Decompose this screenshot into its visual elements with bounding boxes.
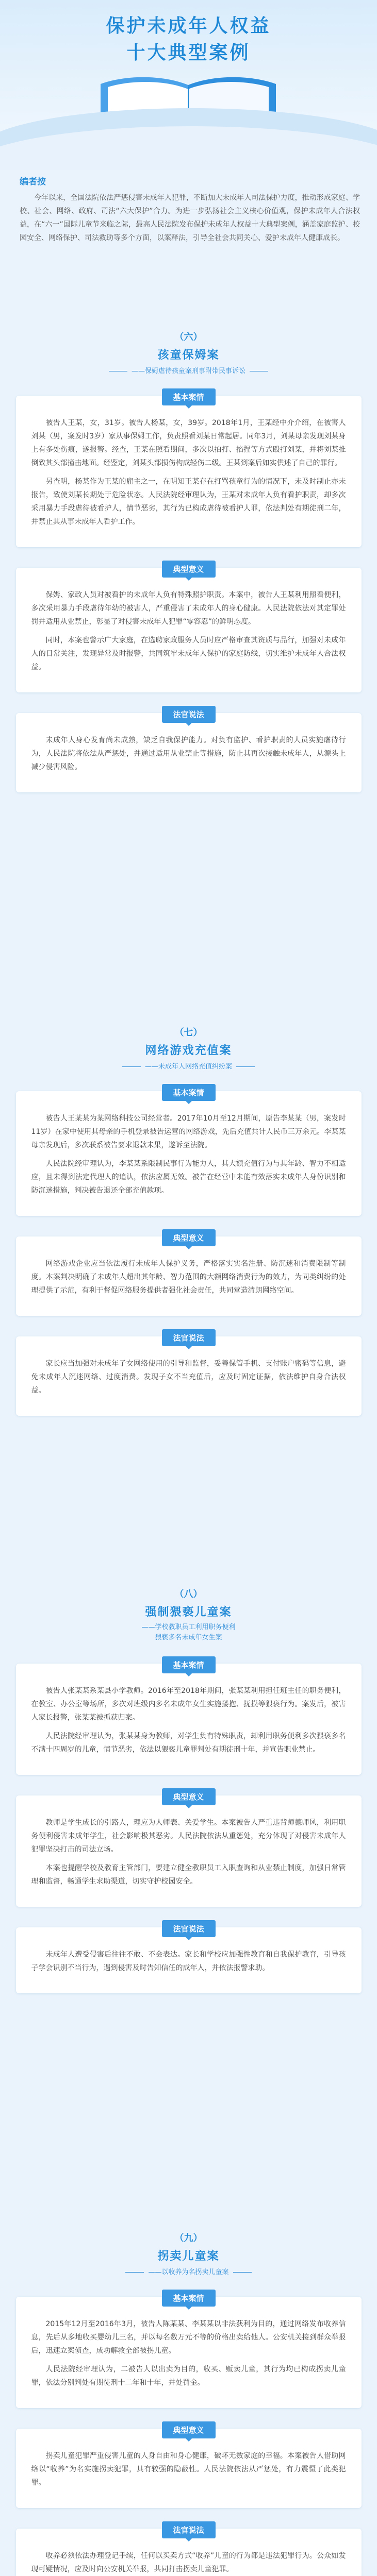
paragraph: 拐卖儿童犯罪严重侵害儿童的人身自由和身心健康，破坏无数家庭的幸福。本案被告人借助网络以“收养”为名实施拐卖犯罪，具有较强的隐蔽性。人民法院依法从严惩处，有力震慑了此类犯罪。 — [31, 2452, 346, 2487]
paragraph: 被告人王某某为某网络科技公司经营者。2017年10月至12月期间，原告李某某（男，案发时11岁）在家中使用其母亲的手机登录被告运营的网络游戏，先后充值共计人民币三万余元。李某某母亲发现后，多次联系被告要求退款未果，遂诉至法院。 — [31, 1114, 346, 1149]
section-title: 拐卖儿童案 — [157, 2250, 220, 2263]
card-tag: 基本案情 — [161, 2290, 215, 2307]
section-subtitle-line: 猥亵多名未成年女生案 — [155, 1634, 222, 1641]
paragraph: 人民法院经审理认为，张某某身为教师，对学生负有特殊职责，却利用职务便利多次猥亵多名不满十四周岁的儿童，情节恶劣，依法以猥亵儿童罪判处有期徒刑十年，并宣告职业禁止。 — [31, 1732, 346, 1754]
section-subtitle-line: ——学校教职员工利用职务便利 — [141, 1623, 236, 1631]
paragraph: 保姆、家政人员对被看护的未成年人负有特殊照护职责。本案中，被告人王某利用照看便利，多次采用暴力手段虐待年幼的被害人，严重侵害了未成年人的身心健康。人民法院依法对其定罪处罚并适用从业禁止，彰显了对侵害未成年人犯罪“零容忍”的鲜明态度。 — [31, 591, 346, 626]
paragraph: 未成年人身心发育尚未成熟，缺乏自我保护能力。对负有监护、看护职责的人员实施虐待行为，人民法院将依法从严惩处，并通过适用从业禁止等措施，防止其再次接触未成年人，从源头上减少侵害风险。 — [31, 736, 346, 771]
section-title: 孩童保姆案 — [157, 349, 220, 362]
card-significance — [16, 2426, 362, 2508]
section-7 — [0, 1025, 377, 1416]
card-significance — [16, 1792, 362, 1907]
section-title: 强制猥亵儿童案 — [145, 1606, 232, 1619]
hero-title-line-2: 十大典型案例 — [126, 42, 251, 63]
paragraph: 未成年人遭受侵害后往往不敢、不会表达。家长和学校应加强性教育和自我保护教育，引导孩子学会识别不当行为，遇到侵害及时告知信任的成年人，并依法报警求助。 — [31, 1951, 346, 1972]
paragraph: 家长应当加强对未成年子女网络使用的引导和监督，妥善保管手机、支付账户密码等信息，避免未成年人沉迷网络、过度消费。发现子女不当充值后，应及时固定证据，依法维护自身合法权益。 — [31, 1360, 346, 1395]
section-title: 网络游戏充值案 — [145, 1044, 232, 1057]
paragraph: 网络游戏企业应当依法履行未成年人保护义务，严格落实实名注册、防沉迷和消费限制等制度。本案判决明确了未成年人超出其年龄、智力范围的大额网络消费行为的效力，为同类纠纷的处理提供了示范，有利于督促网络服务提供者强化社会责任，共同营造清朗网络空间。 — [31, 1260, 346, 1295]
intro-label: 编者按 — [20, 177, 46, 187]
paragraph: 人民法院经审理认为，二被告人以出卖为目的，收买、贩卖儿童，其行为均已构成拐卖儿童罪，依法分别判处有期徒刑十二年和十年，并处罚金。 — [31, 2365, 346, 2387]
section-number: （七） — [174, 1027, 203, 1038]
card-basic-facts — [16, 1088, 362, 1216]
hero-banner — [0, 0, 377, 170]
section-number: （九） — [174, 2233, 203, 2244]
card-basic-facts — [16, 1660, 362, 1775]
paragraph: 本案也提醒学校及教育主管部门，要建立健全教职员工入职查询和从业禁止制度，加强日常管理和监督，畅通学生求助渠道，切实守护校园安全。 — [31, 1864, 346, 1886]
hero-title-line-1: 保护未成年人权益 — [106, 15, 271, 37]
section-6 — [0, 330, 377, 792]
section-subtitle: ——未成年人网络充值纠纷案 — [0, 1061, 377, 1071]
paragraph: 同时，本案也警示广大家庭，在选聘家政服务人员时应严格审查其资质与品行，加强对未成年人的日常关注，发现异常及时报警，共同筑牢未成年人保护的家庭防线，切实维护未成年人合法权益。 — [31, 636, 346, 671]
section-number: （六） — [174, 332, 203, 343]
paragraph: 人民法院经审理认为，李某某系限制民事行为能力人，其大额充值行为与其年龄、智力不相适应，且未得到法定代理人的追认，依法应属无效。被告在经营中未能有效落实未成年人身份识别和防沉迷措施，判决被告退还全部充值款项。 — [31, 1160, 346, 1195]
card-tag: 典型意义 — [161, 561, 215, 578]
card-judge-says — [16, 2526, 362, 2576]
card-tag: 基本案情 — [161, 1084, 215, 1101]
paragraph: 教师是学生成长的引路人，理应为人师表、关爱学生。本案被告人严重违背师德师风，利用职务便利侵害未成年学生，社会影响极其恶劣。人民法院依法从重惩处，充分体现了对侵害未成年人犯罪坚决打击的司法立场。 — [31, 1819, 346, 1854]
card-tag: 典型意义 — [161, 1788, 215, 1805]
paragraph: 收养必须依法办理登记手续，任何以买卖方式“收养”儿童的行为都是违法犯罪行为。公众如发现可疑情况，应及时向公安机关举报，共同打击拐卖儿童犯罪。 — [31, 2552, 346, 2573]
card-tag: 法官说法 — [161, 2521, 215, 2538]
section-subtitle — [0, 1622, 377, 1643]
card-tag: 基本案情 — [161, 388, 215, 405]
card-judge-says — [16, 1333, 362, 1416]
card-basic-facts — [16, 393, 362, 547]
card-tag: 法官说法 — [161, 1329, 215, 1346]
card-tag: 典型意义 — [161, 1229, 215, 1246]
card-basic-facts — [16, 2294, 362, 2408]
section-subtitle: ——保姆虐待孩童案刑事附带民事诉讼 — [0, 365, 377, 375]
card-judge-says — [16, 1924, 362, 1993]
section-subtitle: ——以收养为名拐卖儿童案 — [0, 2266, 377, 2276]
card-significance — [16, 565, 362, 692]
card-significance — [16, 1233, 362, 1316]
section-number: （八） — [174, 1589, 203, 1600]
card-judge-says — [16, 710, 362, 792]
intro-text: 今年以来，全国法院依法严惩侵害未成年人犯罪，不断加大未成年人司法保护力度，推动形成家庭、学校、社会、网络、政府、司法“六大保护”合力。为进一步弘扬社会主义核心价值观，保护未成年人合法权益，在“六一”国际儿童节来临之际，最高人民法院发布保护未成年人权益十大典型案例，涵盖家庭监护、校园安全、网络保护、司法救助等多个方面，以案释法，引导全社会共同关心、爱护未成年人健康成长。 — [20, 194, 360, 242]
card-tag: 法官说法 — [161, 1920, 215, 1937]
card-tag: 基本案情 — [161, 1656, 215, 1673]
section-9 — [0, 2231, 377, 2576]
paragraph: 被告人张某某系某县小学教师。2016年至2018年期间，张某某利用担任班主任的职务便利，在教室、办公室等场所，多次对班级内多名未成年女生实施搂抱、抚摸等猥亵行为。案发后，被害人家长报警，张某某被抓获归案。 — [31, 1687, 346, 1722]
paragraph: 被告人王某，女，31岁。被告人杨某，女，39岁。2018年1月，王某经中介介绍，在被害人刘某（男，案发时3岁）家从事保姆工作，负责照看刘某日常起居。同年3月，刘某母亲发现刘某身上有多处伤痕，遂报警。经查，王某在照看期间，多次以拍打、掐捏等方式殴打刘某，并将刘某推倒致其头部撞击地面。经鉴定，刘某头部损伤构成轻伤二级。王某到案后如实供述了自己的罪行。 — [31, 419, 346, 467]
paragraph: 另查明，杨某作为王某的雇主之一，在明知王某存在打骂孩童行为的情况下，未及时制止亦未报告，致使刘某长期处于危险状态。人民法院经审理认为，王某对未成年人负有看护职责，却多次采用暴力手段虐待被看护人，情节恶劣，其行为已构成虐待被看护人罪，依法判处有期徒刑二年，并禁止其从事未成年人看护工作。 — [31, 478, 346, 526]
section-8 — [0, 1587, 377, 1993]
card-tag: 典型意义 — [161, 2421, 215, 2438]
card-tag: 法官说法 — [161, 706, 215, 723]
paragraph: 2015年12月至2016年3月，被告人陈某某、李某某以非法获利为目的，通过网络发布收养信息，先后从多地收买婴幼儿三名，并以每名数万元不等的价格出卖给他人。公安机关接到群众举报后，迅速立案侦查，成功解救全部被拐儿童。 — [31, 2320, 346, 2355]
intro — [20, 174, 360, 245]
